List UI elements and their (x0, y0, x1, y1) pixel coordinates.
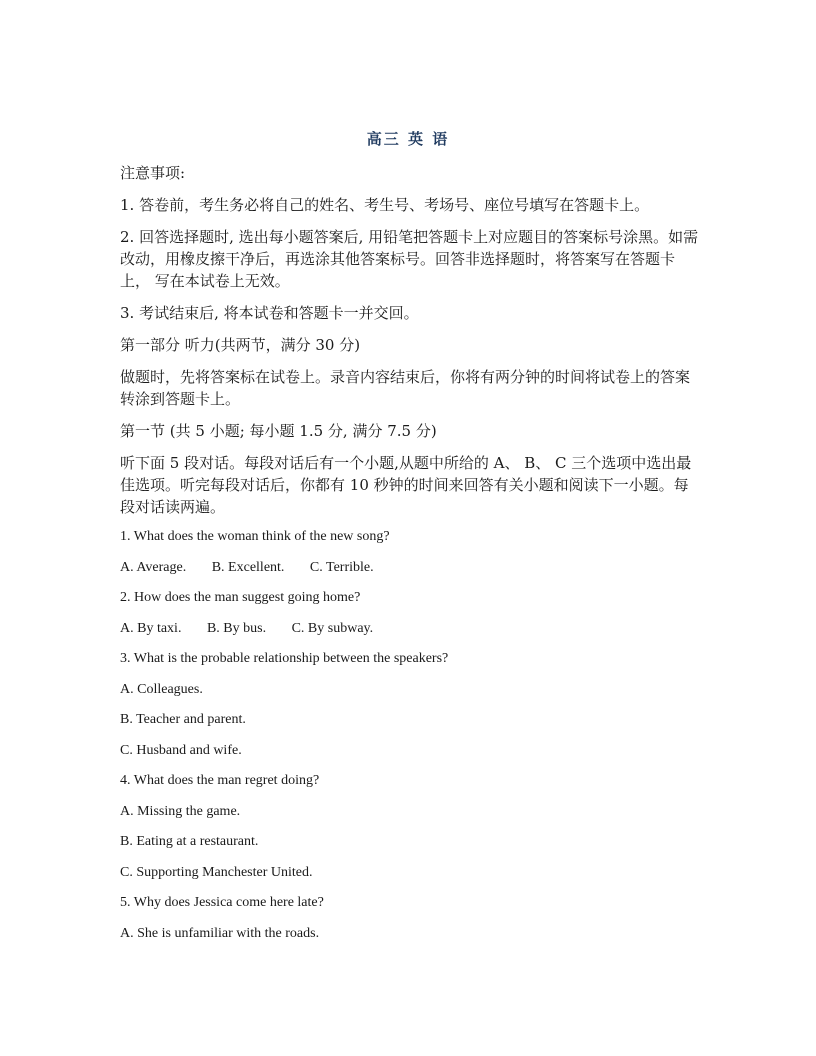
notice-item: 2. 回答选择题时, 选出每小题答案后, 用铅笔把答题卡上对应题目的答案标号涂黑。如需改动，用橡皮擦干净后，再选涂其他答案标号。回答非选择题时，将答案写在答题卡上， 写在本试卷上无效。 (120, 228, 699, 290)
option-a: A. She is unfamiliar with the roads. (120, 925, 320, 941)
option-b: B. Teacher and parent. (120, 712, 246, 727)
option-c: C. Supporting Manchester United. (120, 864, 313, 880)
notice-item: 1. 答卷前，考生务必将自己的姓名、考生号、考场号、座位号填写在答题卡上。 (120, 196, 650, 214)
option-a: A. Average. (120, 559, 187, 575)
notice-heading: 注意事项: (120, 164, 186, 182)
question-options (120, 559, 700, 577)
page-title: 高三 英 语 (366, 130, 450, 148)
question-stem: 5. Why does Jessica come here late? (120, 895, 324, 910)
question-options (120, 620, 700, 638)
option-c: C. Husband and wife. (120, 742, 242, 758)
option-a: A. By taxi. (120, 620, 182, 636)
option-c: C. Terrible. (309, 559, 374, 575)
option-b: B. Eating at a restaurant. (120, 834, 259, 849)
notice-item: 3. 考试结束后, 将本试卷和答题卡一并交回。 (120, 304, 419, 322)
option-c: C. By subway. (291, 620, 374, 636)
exam-content (120, 162, 700, 955)
section1-heading: 第一节 (共 5 小题; 每小题 1.5 分, 满分 7.5 分) (120, 422, 437, 440)
question-stem: 2. How does the man suggest going home? (120, 590, 361, 605)
part1-heading: 第一部分 听力(共两节，满分 30 分) (120, 336, 361, 354)
option-b: B. By bus. (206, 620, 267, 636)
section1-instruction: 听下面 5 段对话。每段对话后有一个小题,从题中所给的 A、 B、 C 三个选项中选出最佳选项。听完每段对话后，你都有 10 秒钟的时间来回答有关小题和阅读下一小题。每段对话读两遍。 (120, 454, 692, 516)
question-stem: 3. What is the probable relationship between the speakers? (120, 651, 449, 666)
question-stem: 4. What does the man regret doing? (120, 773, 320, 788)
option-a: A. Colleagues. (120, 681, 203, 697)
part1-instruction: 做题时，先将答案标在试卷上。录音内容结束后，你将有两分钟的时间将试卷上的答案转涂到答题卡上。 (120, 368, 691, 408)
question-stem: 1. What does the woman think of the new song? (120, 529, 390, 544)
option-b: B. Excellent. (211, 559, 285, 575)
option-a: A. Missing the game. (120, 803, 241, 819)
